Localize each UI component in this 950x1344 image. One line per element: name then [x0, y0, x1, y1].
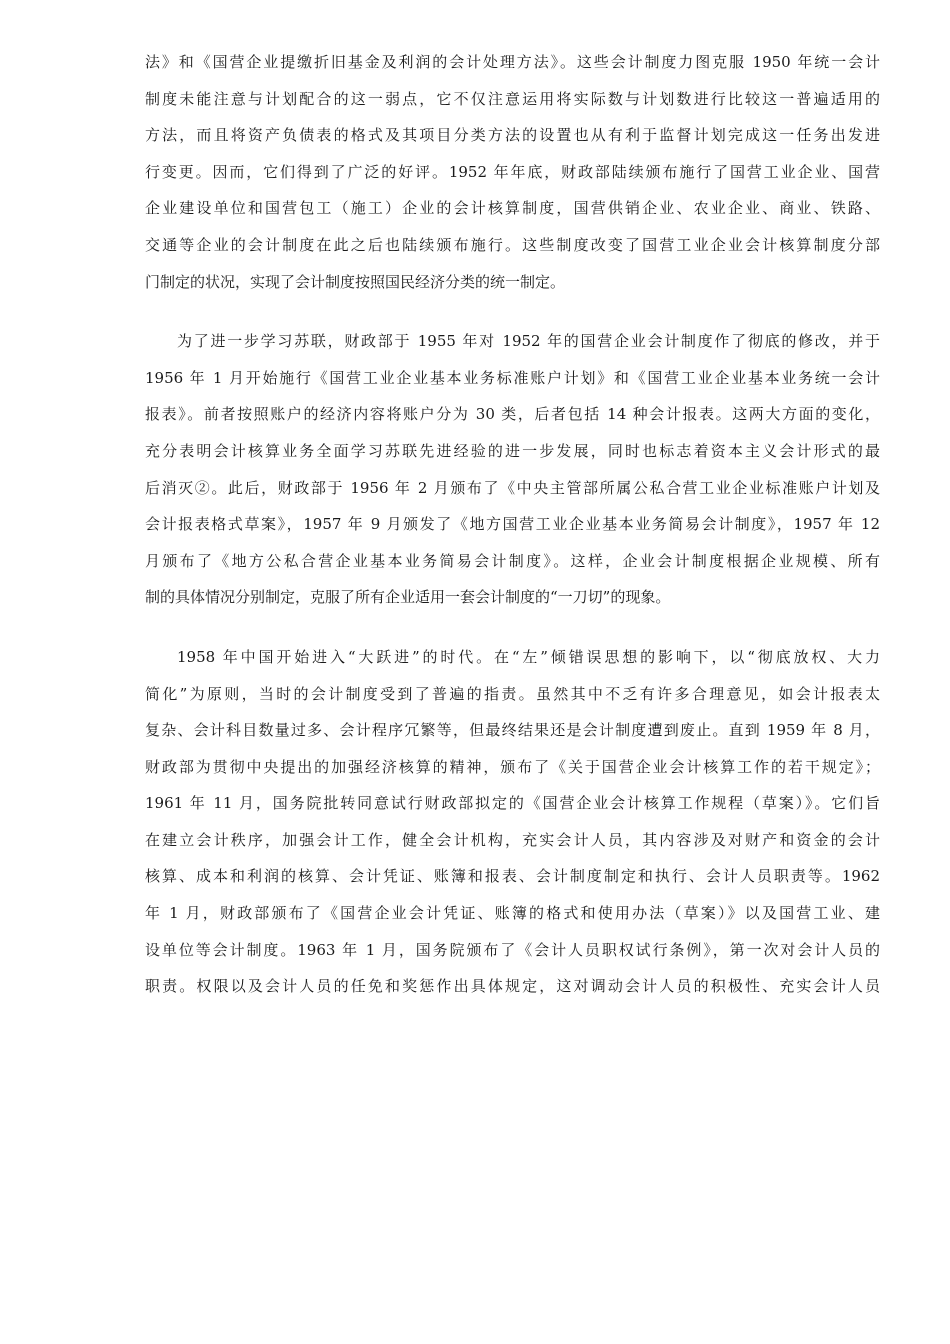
paragraph-1	[145, 44, 880, 300]
text-line: 设单位等会计制度。1963 年 1 月，国务院颁布了《会计人员职权试行条例》，第一次对会计人员的	[145, 940, 880, 959]
text-line: 简化”为原则，当时的会计制度受到了普遍的指责。虽然其中不乏有许多合理意见，如会计报表太	[145, 684, 880, 703]
text-line: 职责。权限以及会计人员的任免和奖惩作出具体规定，这对调动会计人员的积极性、充实会计人员	[145, 977, 880, 996]
text-line: 制度未能注意与计划配合的这一弱点，它不仅注意运用将实际数与计划数进行比较这一普遍适用的	[145, 89, 880, 108]
text-line: 月颁布了《地方公私合营企业基本业务简易会计制度》。这样，企业会计制度根据企业规模、所有	[145, 551, 880, 570]
text-line: 企业建设单位和国营包工（施工）企业的会计核算制度，国营供销企业、农业企业、商业、铁路、	[145, 199, 880, 218]
text-line: 充分表明会计核算业务全面学习苏联先进经验的进一步发展，同时也标志着资本主义会计形式的最	[145, 441, 880, 460]
text-line: 在建立会计秩序，加强会计工作，健全会计机构，充实会计人员，其内容涉及对财产和资金的会计	[145, 830, 880, 849]
document-page	[145, 44, 880, 1028]
text-line: 为了进一步学习苏联，财政部于 1955 年对 1952 年的国营企业会计制度作了彻底的修改，并于	[177, 332, 880, 351]
text-line: 后消灭②。此后，财政部于 1956 年 2 月颁布了《中央主管部所属公私合营工业企业标准账户计划及	[145, 478, 880, 497]
text-line: 1961 年 11 月，国务院批转同意试行财政部拟定的《国营企业会计核算工作规程（草案）》。它们旨	[145, 794, 880, 813]
text-line: 制的具体情况分别制定，克服了所有企业适用一套会计制度的“一刀切”的现象。	[145, 588, 671, 607]
text-line: 财政部为贯彻中央提出的加强经济核算的精神，颁布了《关于国营企业会计核算工作的若干规定》；	[145, 757, 880, 776]
text-line: 核算、成本和利润的核算、会计凭证、账簿和报表、会计制度制定和执行、会计人员职责等。1962	[145, 867, 880, 886]
text-line: 会计报表格式草案》，1957 年 9 月颁发了《地方国营工业企业基本业务简易会计制度》，1957 年 12	[145, 515, 880, 534]
text-line: 复杂、会计科目数量过多、会计程序冗繁等，但最终结果还是会计制度遭到废止。直到 1959 年 8 月，	[145, 721, 880, 740]
text-line: 门制定的状况，实现了会计制度按照国民经济分类的统一制定。	[145, 272, 566, 291]
text-line: 年 1 月，财政部颁布了《国营企业会计凭证、账簿的格式和使用办法（草案）》以及国营工业、建	[145, 904, 880, 923]
text-line: 行变更。因而，它们得到了广泛的好评。1952 年年底，财政部陆续颁布施行了国营工业企业、国营	[145, 162, 880, 181]
paragraph-3	[145, 639, 880, 1005]
text-line: 1956 年 1 月开始施行《国营工业企业基本业务标准账户计划》和《国营工业企业基本业务统一会计	[145, 368, 880, 387]
text-line: 交通等企业的会计制度在此之后也陆续颁布施行。这些制度改变了国营工业企业会计核算制度分部	[145, 235, 880, 254]
text-line: 方法，而且将资产负债表的格式及其项目分类方法的设置也从有利于监督计划完成这一任务出发进	[145, 126, 880, 145]
text-line: 法》和《国营企业提缴折旧基金及利润的会计处理方法》。这些会计制度力图克服 1950 年统一会计	[145, 53, 880, 71]
paragraph-2	[145, 323, 880, 616]
text-line: 报表》。前者按照账户的经济内容将账户分为 30 类，后者包括 14 种会计报表。这两大方面的变化，	[145, 405, 880, 424]
text-line: 1958 年中国开始进入“大跃进”的时代。在“左”倾错误思想的影响下，以“彻底放权、大力	[177, 647, 880, 666]
